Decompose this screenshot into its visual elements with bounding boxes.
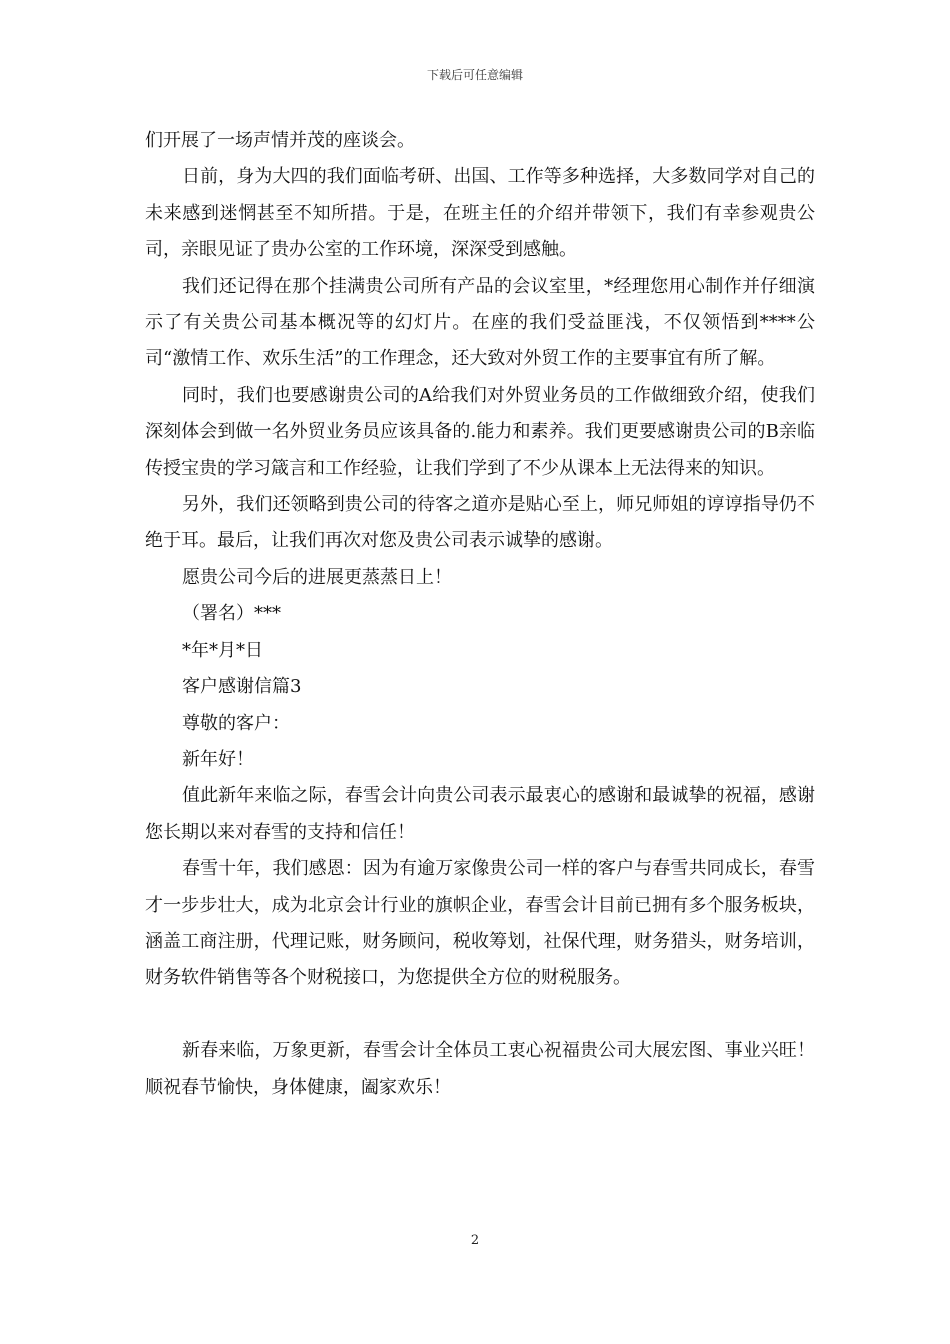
signature-line: （署名）*** — [182, 603, 281, 625]
blank-line — [145, 997, 815, 1033]
closing-wish: 愿贵公司今后的进展更蒸蒸日上！ — [182, 566, 452, 588]
date-line: *年*月*日 — [182, 639, 263, 661]
document-body — [145, 123, 815, 1106]
salutation: 尊敬的客户： — [182, 712, 290, 734]
paragraph-meeting-room: 我们还记得在那个挂满贵公司所有产品的会议室里，*经理您用心制作并仔细演示了有关贵公司基本概况等的幻灯片。在座的我们受益匪浅，不仅领悟到****公司“激情工作、欢乐生活”的工作理念，还大致对外贸工作的主要事宜有所了解。 — [145, 275, 815, 370]
paragraph-continuation: 们开展了一场声情并茂的座谈会。 — [145, 130, 415, 151]
section-title: 客户感谢信篇3 — [182, 676, 302, 698]
paragraph-hospitality: 另外，我们还领略到贵公司的待客之道亦是贴心至上，师兄师姐的谆谆指导仍不绝于耳。最后，让我们再次对您及贵公司表示诚挚的感谢。 — [145, 494, 815, 552]
paragraph-spring-blessing: 新春来临，万象更新，春雪会计全体员工衷心祝福贵公司大展宏图、事业兴旺！顺祝春节愉快，身体健康，阖家欢乐！ — [145, 1040, 815, 1098]
page-header: 下载后可任意编辑 — [426, 68, 523, 82]
paragraph-thanks-a-b: 同时，我们也要感谢贵公司的A给我们对外贸业务员的工作做细致介绍，使我们深刻体会到做一名外贸业务员应该具备的.能力和素养。我们更要感谢贵公司的B亲临传授宝贵的学习箴言和工作经验，让我们学到了不少从课本上无法得来的知识。 — [145, 384, 815, 479]
greeting: 新年好！ — [182, 748, 254, 770]
paragraph-career-choices: 日前，身为大四的我们面临考研、出国、工作等多种选择，大多数同学对自己的未来感到迷惘甚至不知所措。于是，在班主任的介绍并带领下，我们有幸参观贵公司，亲眼见证了贵办公室的工作环境，深深受到感触。 — [145, 166, 815, 261]
page-number: 2 — [470, 1233, 480, 1248]
paragraph-new-year-thanks: 值此新年来临之际，春雪会计向贵公司表示最衷心的感谢和最诚挚的祝福，感谢您长期以来对春雪的支持和信任！ — [145, 785, 815, 843]
paragraph-ten-years: 春雪十年，我们感恩：因为有逾万家像贵公司一样的客户与春雪共同成长，春雪才一步步壮大，成为北京会计行业的旗帜企业，春雪会计目前已拥有多个服务板块，涵盖工商注册，代理记账，财务顾问，税收筹划，社保代理，财务猎头，财务培训，财务软件销售等各个财税接口，为您提供全方位的财税服务。 — [145, 858, 815, 989]
